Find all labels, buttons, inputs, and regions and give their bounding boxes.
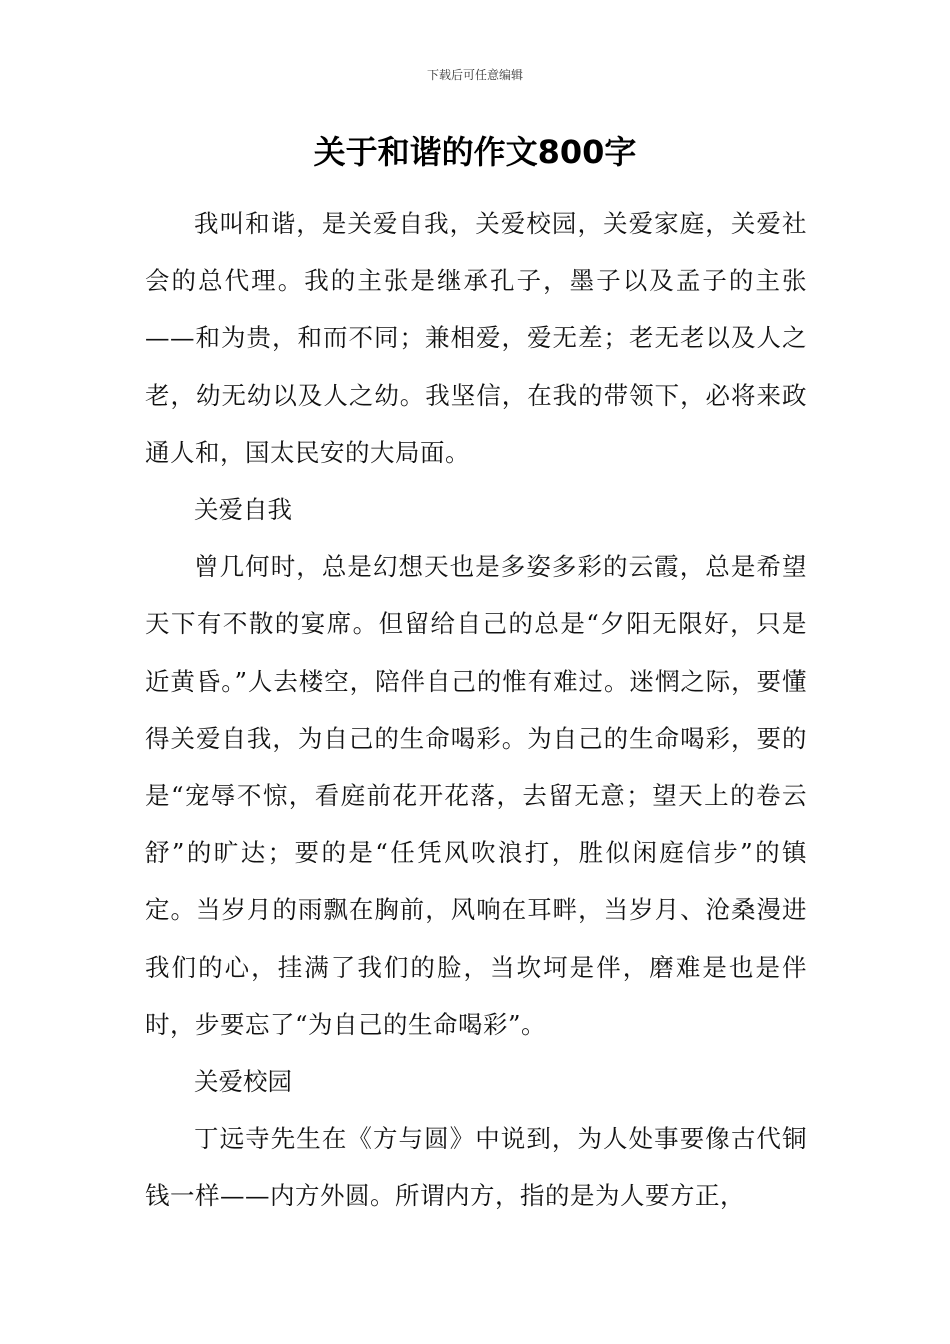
header-note: 下载后可任意编辑 xyxy=(426,68,523,82)
page-title: 关于和谐的作文800字 xyxy=(313,133,637,171)
section-heading-campus: 关爱校园 xyxy=(194,1067,292,1097)
paragraph-intro: 我叫和谐，是关爱自我，关爱校园，关爱家庭，关爱社会的总代理。我的主张是继承孔子，墨子以及孟子的主张——和为贵，和而不同；兼相爱，爱无差；老无老以及人之老，幼无幼以及人之幼。我坚信，在我的带领下，必将来政通人和，国太民安的大局面。 xyxy=(145,209,807,467)
paragraph-campus: 丁远寺先生在《方与圆》中说到，为人处事要像古代铜钱一样——内方外圆。所谓内方，指的是为人要方正， xyxy=(145,1124,807,1211)
document-body xyxy=(145,195,807,1225)
section-heading-self: 关爱自我 xyxy=(194,495,292,525)
paragraph-self: 曾几何时，总是幻想天也是多姿多彩的云霞，总是希望天下有不散的宴席。但留给自己的总是“夕阳无限好，只是近黄昏。”人去楼空，陪伴自己的惟有难过。迷惘之际，要懂得关爱自我，为自己的生命喝彩。为自己的生命喝彩，要的是“宠辱不惊，看庭前花开花落，去留无意；望天上的卷云舒”的旷达；要的是“任凭风吹浪打，胜似闲庭信步”的镇定。当岁月的雨飘在胸前，风响在耳畔，当岁月、沧桑漫进我们的心，挂满了我们的脸，当坎坷是伴，磨难是也是伴时，步要忘了“为自己的生命喝彩”。 xyxy=(145,552,807,1039)
